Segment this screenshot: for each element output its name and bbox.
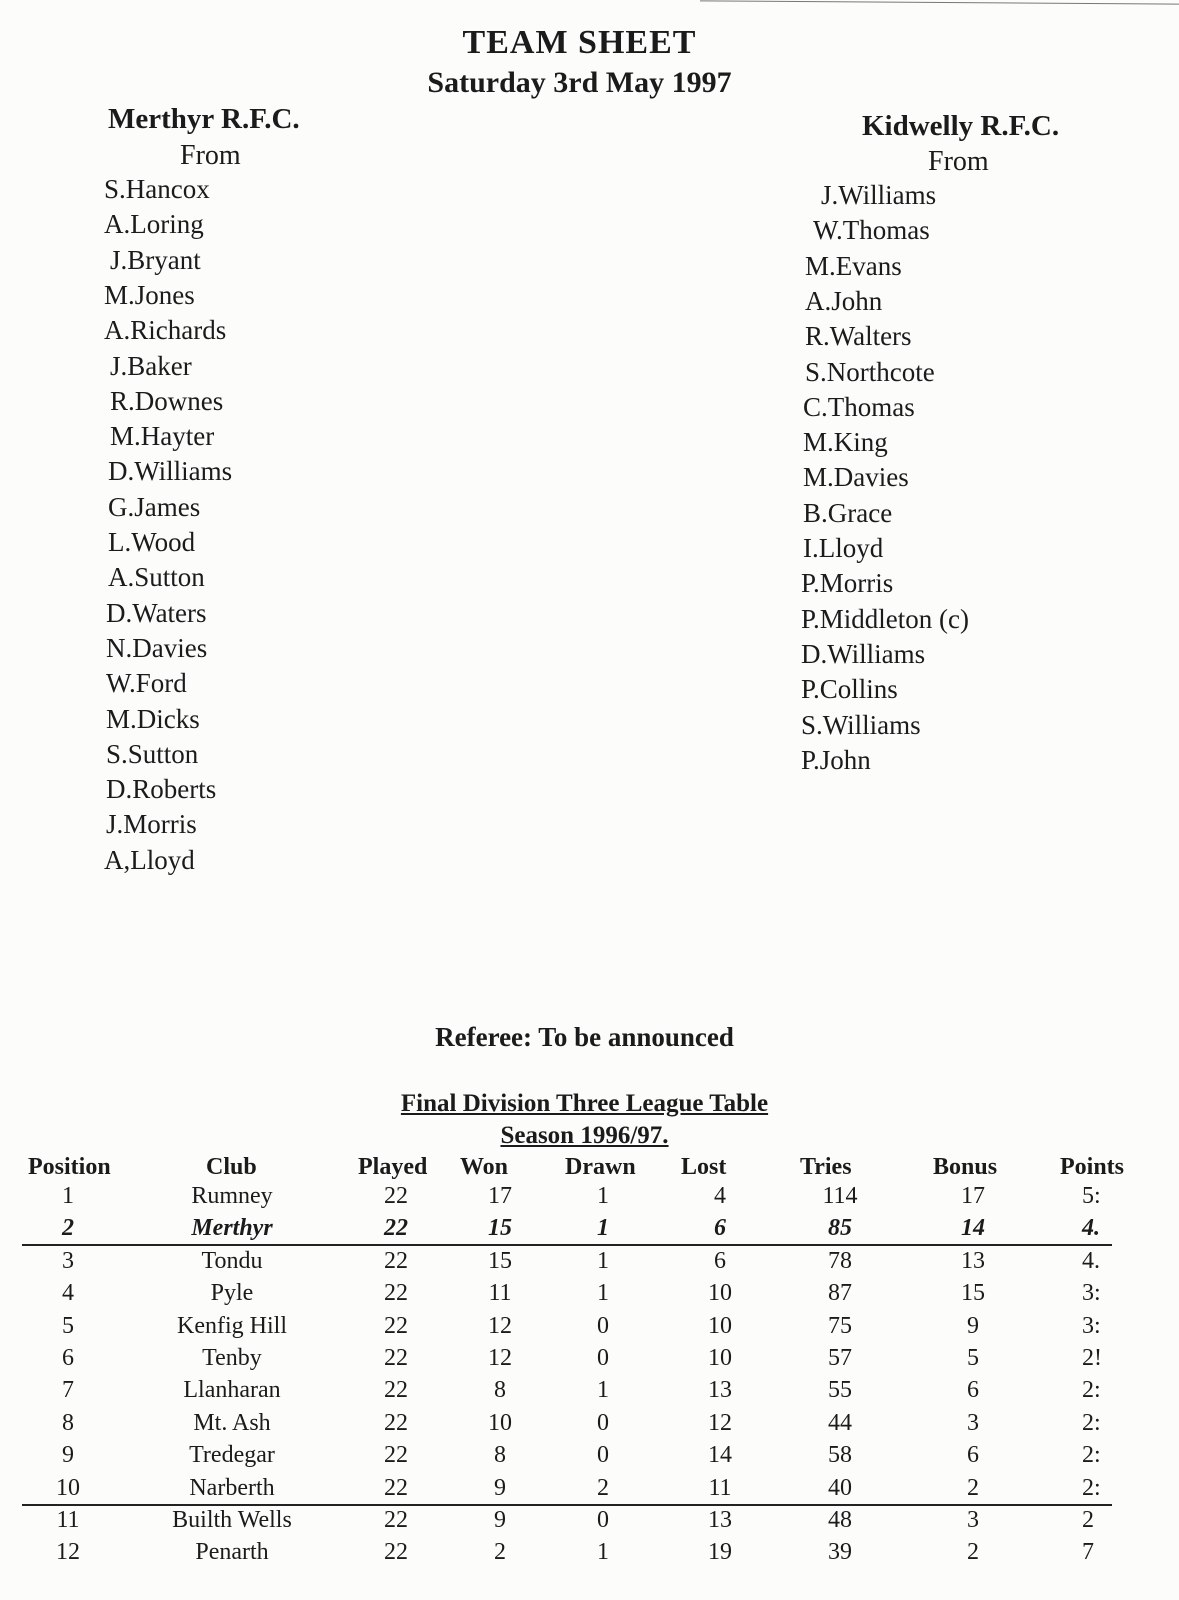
away-player: J.Williams xyxy=(821,180,937,210)
home-player: M.Jones xyxy=(104,279,195,310)
table-cell: Rumney xyxy=(191,1183,273,1209)
column-header: Lost xyxy=(681,1154,727,1180)
table-cell: 3 xyxy=(967,1409,979,1436)
home-player: J.Baker xyxy=(110,350,192,381)
away-player: P.Morris xyxy=(801,568,894,599)
table-cell: 22 xyxy=(384,1183,408,1209)
table-cell: Narberth xyxy=(189,1474,275,1501)
table-cell: 2 xyxy=(494,1539,506,1566)
table-cell: 22 xyxy=(384,1377,408,1404)
table-cell: Tredegar xyxy=(189,1442,275,1469)
table-cell: 6 xyxy=(967,1377,979,1404)
table-cell: 0 xyxy=(597,1312,609,1339)
table-cell: 10 xyxy=(488,1409,512,1436)
table-cell: 22 xyxy=(384,1507,408,1533)
table-cell: 2! xyxy=(1082,1345,1102,1371)
home-player: D.Williams xyxy=(108,456,233,487)
table-cell: 14 xyxy=(708,1442,732,1469)
promotion-divider xyxy=(22,1244,1112,1246)
table-cell: 6 xyxy=(62,1345,74,1371)
table-cell: Llanharan xyxy=(183,1377,281,1404)
away-player: W.Thomas xyxy=(813,215,930,246)
table-cell: 10 xyxy=(708,1312,732,1339)
column-header: Won xyxy=(460,1154,509,1180)
table-cell: 1 xyxy=(597,1183,609,1209)
table-cell: 15 xyxy=(488,1215,512,1242)
scan-edge-line xyxy=(700,0,1179,4)
away-player: S.Northcote xyxy=(805,356,935,387)
away-player: P.Collins xyxy=(801,674,898,705)
table-cell: 1 xyxy=(597,1215,609,1242)
away-player: M.Davies xyxy=(803,462,909,493)
table-cell: 6 xyxy=(714,1247,726,1274)
table-cell: 3: xyxy=(1082,1280,1101,1307)
table-cell: 19 xyxy=(708,1539,732,1566)
table-cell: 22 xyxy=(384,1409,408,1436)
home-player: S.Sutton xyxy=(106,738,199,769)
table-cell: 22 xyxy=(384,1280,408,1307)
table-cell: 3 xyxy=(967,1507,979,1533)
referee-line: Referee: To be announced xyxy=(435,1022,734,1052)
away-player: P.John xyxy=(801,744,871,775)
table-cell: 10 xyxy=(708,1345,732,1371)
table-cell: 15 xyxy=(961,1280,985,1307)
league-table-title: Final Division Three League Table xyxy=(400,1090,769,1117)
column-header: Position xyxy=(28,1154,111,1180)
home-player: M.Dicks xyxy=(106,703,200,734)
table-cell: 12 xyxy=(56,1539,80,1566)
table-cell: 8 xyxy=(494,1442,506,1469)
table-cell: 75 xyxy=(828,1312,852,1339)
away-player: S.Williams xyxy=(801,709,921,740)
home-player: J.Bryant xyxy=(110,244,201,275)
away-player: R.Walters xyxy=(805,321,912,352)
table-cell: 1 xyxy=(597,1377,609,1404)
table-cell: 5 xyxy=(967,1345,979,1371)
table-cell: 2: xyxy=(1082,1442,1101,1469)
table-cell: 11 xyxy=(56,1507,80,1533)
table-cell: 44 xyxy=(828,1409,852,1436)
table-cell: 4. xyxy=(1082,1247,1100,1274)
table-cell: 5: xyxy=(1082,1183,1101,1209)
table-cell: 9 xyxy=(494,1474,506,1501)
away-player: M.King xyxy=(803,427,888,458)
home-player: A.Richards xyxy=(104,315,227,346)
table-cell: 78 xyxy=(828,1247,852,1274)
home-player: G.James xyxy=(108,491,201,522)
table-cell: 8 xyxy=(494,1377,506,1404)
column-header: Bonus xyxy=(933,1154,998,1180)
away-player: M.Evans xyxy=(805,250,902,281)
table-cell: 1 xyxy=(597,1247,609,1274)
table-cell: 22 xyxy=(384,1474,408,1501)
away-from-label: From xyxy=(928,146,989,177)
table-cell: 7 xyxy=(62,1377,74,1404)
table-cell: 13 xyxy=(708,1377,732,1404)
table-cell: 48 xyxy=(828,1507,852,1533)
column-header: Points xyxy=(1060,1154,1125,1180)
away-player: A.John xyxy=(805,285,883,316)
table-cell: 22 xyxy=(384,1312,408,1339)
table-cell: 0 xyxy=(597,1409,609,1436)
table-cell: 0 xyxy=(597,1345,609,1371)
table-cell: 1 xyxy=(597,1539,609,1566)
table-cell: 2 xyxy=(597,1474,609,1501)
table-cell: 17 xyxy=(961,1183,985,1209)
table-cell: 2: xyxy=(1082,1409,1101,1436)
relegation-divider xyxy=(22,1504,1112,1506)
table-cell: 4 xyxy=(62,1280,74,1307)
table-cell: 2: xyxy=(1082,1377,1101,1404)
away-player: B.Grace xyxy=(803,497,893,528)
table-cell: 22 xyxy=(384,1345,408,1371)
table-cell: 58 xyxy=(828,1442,852,1469)
home-player: S.Hancox xyxy=(104,174,210,204)
home-player: A.Loring xyxy=(104,209,204,240)
away-team-name: Kidwelly R.F.C. xyxy=(862,110,1060,142)
table-cell: Tenby xyxy=(202,1345,262,1371)
home-from-label: From xyxy=(180,140,241,171)
table-cell: 22 xyxy=(384,1539,408,1566)
table-cell: 17 xyxy=(488,1183,512,1209)
away-player: I.Lloyd xyxy=(803,533,884,563)
home-player: M.Hayter xyxy=(110,421,215,452)
table-cell: 11 xyxy=(488,1280,512,1307)
table-cell: 0 xyxy=(597,1507,609,1533)
table-cell: 2 xyxy=(62,1215,74,1242)
table-cell: 4 xyxy=(714,1183,726,1209)
table-cell: 2 xyxy=(1082,1507,1094,1533)
table-cell: 6 xyxy=(714,1215,726,1242)
table-cell: 12 xyxy=(488,1345,512,1371)
table-cell: 9 xyxy=(967,1312,979,1339)
match-date: Saturday 3rd May 1997 xyxy=(427,66,732,99)
table-cell: 22 xyxy=(384,1247,408,1274)
table-cell: 2 xyxy=(967,1474,979,1501)
table-cell: 15 xyxy=(488,1247,512,1274)
table-cell: 13 xyxy=(961,1247,985,1274)
table-cell: 7 xyxy=(1082,1539,1094,1566)
table-cell: 1 xyxy=(597,1280,609,1307)
table-cell: 11 xyxy=(708,1474,732,1501)
table-cell: 6 xyxy=(967,1442,979,1469)
away-player: D.Williams xyxy=(801,638,926,669)
home-player: D.Waters xyxy=(106,597,207,628)
table-cell: 9 xyxy=(62,1442,74,1469)
table-cell: 114 xyxy=(822,1183,858,1209)
table-cell: 22 xyxy=(384,1215,408,1242)
table-cell: 55 xyxy=(828,1377,852,1404)
home-player: D.Roberts xyxy=(106,774,217,805)
home-player: A,Lloyd xyxy=(104,844,195,875)
table-cell: 1 xyxy=(62,1183,74,1209)
table-cell: 2 xyxy=(967,1539,979,1566)
table-cell: 8 xyxy=(62,1409,74,1436)
league-season: Season 1996/97. xyxy=(500,1122,669,1149)
home-player: L.Wood xyxy=(108,527,196,557)
column-header: Played xyxy=(358,1154,428,1180)
table-cell: 39 xyxy=(828,1539,852,1566)
page-title: TEAM SHEET xyxy=(462,24,697,61)
table-cell: 87 xyxy=(828,1280,852,1307)
table-cell: Merthyr xyxy=(191,1215,273,1242)
away-player: P.Middleton (c) xyxy=(801,603,969,634)
home-player: A.Sutton xyxy=(108,562,205,593)
home-player: N.Davies xyxy=(106,632,208,663)
table-cell: 4. xyxy=(1082,1215,1100,1242)
table-cell: 10 xyxy=(708,1280,732,1307)
table-cell: Pyle xyxy=(210,1280,254,1307)
table-cell: 14 xyxy=(961,1215,985,1242)
table-cell: 57 xyxy=(828,1345,852,1371)
table-cell: Builth Wells xyxy=(172,1507,292,1533)
column-header: Drawn xyxy=(565,1154,636,1180)
table-cell: Tondu xyxy=(201,1247,263,1274)
table-cell: 9 xyxy=(494,1507,506,1533)
table-cell: 5 xyxy=(62,1312,74,1339)
table-cell: Kenfig Hill xyxy=(177,1312,287,1339)
table-cell: 22 xyxy=(384,1442,408,1469)
table-cell: 0 xyxy=(597,1442,609,1469)
table-cell: 12 xyxy=(488,1312,512,1339)
table-cell: 85 xyxy=(828,1215,852,1242)
table-cell: 3 xyxy=(62,1247,74,1274)
column-header: Club xyxy=(206,1154,257,1180)
table-cell: 2: xyxy=(1082,1474,1101,1501)
home-team-name: Merthyr R.F.C. xyxy=(108,103,300,135)
home-player: R.Downes xyxy=(110,385,224,416)
table-cell: 12 xyxy=(708,1409,732,1436)
home-player: W.Ford xyxy=(106,668,187,699)
table-cell: 40 xyxy=(828,1474,852,1501)
table-cell: 10 xyxy=(56,1474,80,1501)
column-header: Tries xyxy=(800,1154,852,1180)
table-cell: Penarth xyxy=(195,1539,269,1566)
table-cell: Mt. Ash xyxy=(193,1409,271,1436)
away-player: C.Thomas xyxy=(803,391,915,422)
home-player: J.Morris xyxy=(106,809,197,840)
table-cell: 3: xyxy=(1082,1312,1101,1339)
table-cell: 13 xyxy=(708,1507,732,1533)
